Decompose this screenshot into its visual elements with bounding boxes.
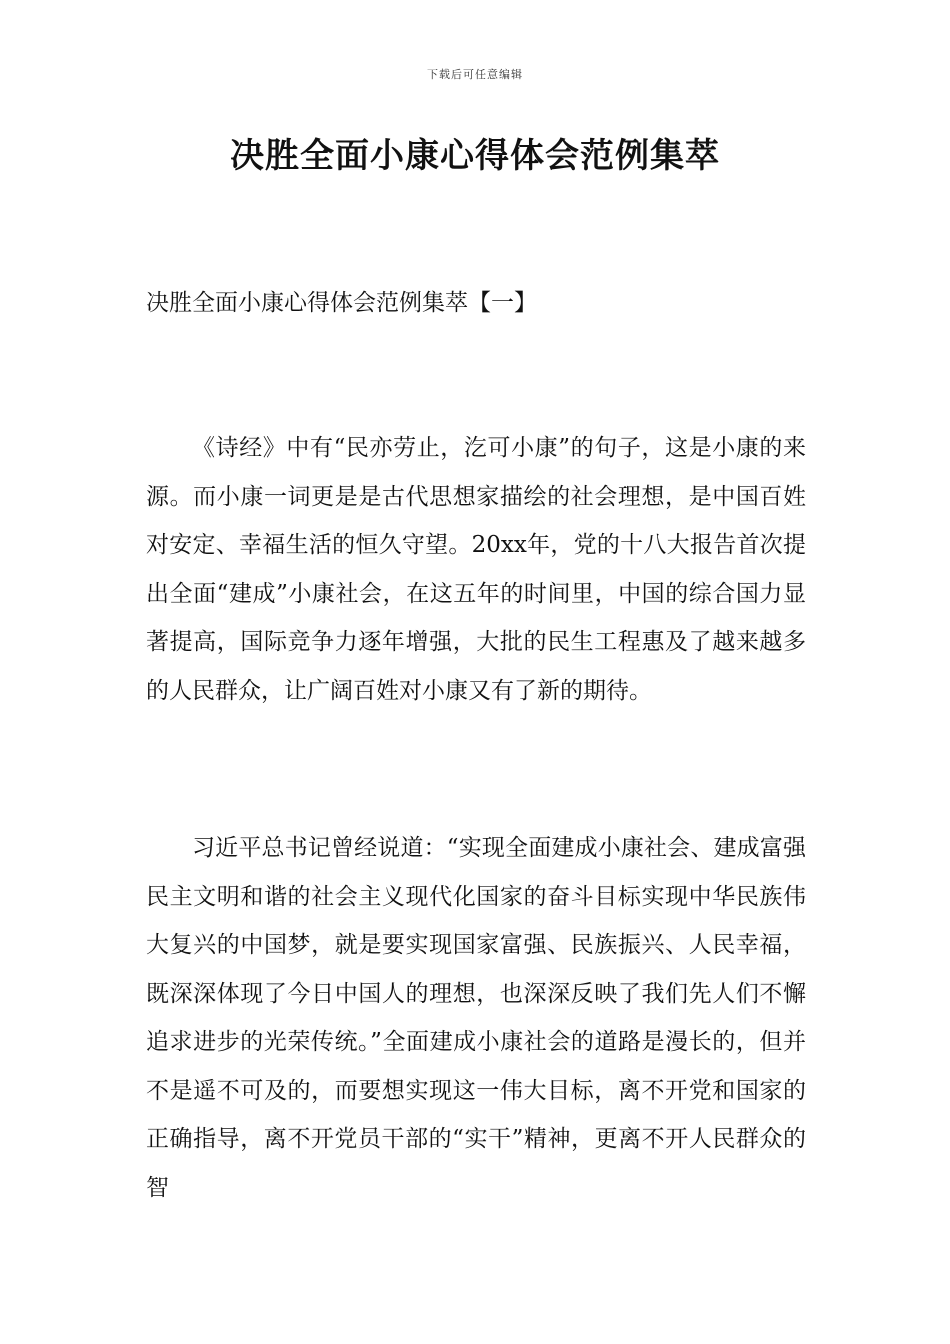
page-header-note: 下载后可任意编辑 (427, 68, 523, 81)
body-paragraph: 《诗经》中有“民亦劳止，汔可小康”的句子，这是小康的来源。而小康一词更是是古代思想家描绘的社会理想，是中国百姓对安定、幸福生活的恒久守望。20xx年，党的十八大报告首次提出全面“建成”小康社会，在这五年的时间里，中国的综合国力显著提高，国际竞争力逐年增强，大批的民生工程惠及了越来越多的人民群众，让广阔百姓对小康又有了新的期待。 (146, 435, 806, 704)
document-title: 决胜全面小康心得体会范例集萃 (230, 136, 720, 176)
section-heading: 决胜全面小康心得体会范例集萃【一】 (146, 290, 537, 316)
body-paragraph: 习近平总书记曾经说道：“实现全面建成小康社会、建成富强民主文明和谐的社会主义现代化国家的奋斗目标实现中华民族伟大复兴的中国梦，就是要实现国家富强、民族振兴、人民幸福，既深深体现了今日中国人的理想，也深深反映了我们先人们不懈追求进步的光荣传统。”全面建成小康社会的道路是漫长的，但并不是遥不可及的，而要想实现这一伟大目标，离不开党和国家的正确指导，离不开党员干部的“实干”精神，更离不开人民群众的智 (146, 835, 806, 1201)
